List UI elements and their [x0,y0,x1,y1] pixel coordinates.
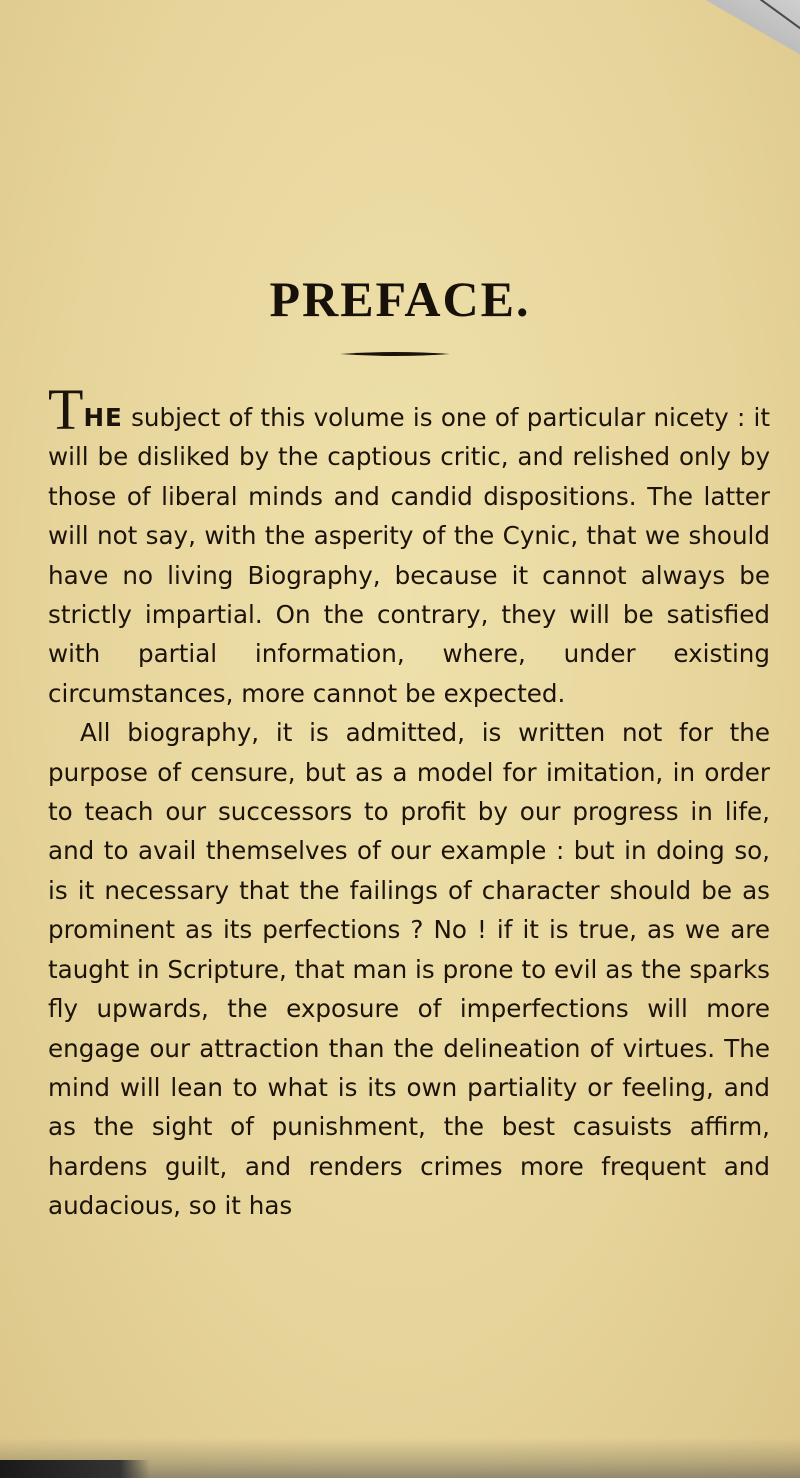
first-word-rest: HE [83,403,123,432]
paragraph-1 [48,377,770,713]
drop-cap: T [48,377,84,442]
paragraph-2: All biography, it is admitted, is written not for the purpose of censure, but as a model for imitation, in order to teach our successors to profit by our progress in life, and to avail themselves of our example : but in doing so, is it necessary that the failings of character should be as prominent as its perfections ? No ! if it is true, as we are taught in Scripture, that man is prone to evil as the sparks fly upwards, the exposure of imperfections will more engage our attraction than the delineation of virtues. The mind will lean to what is its own partiality or feeling, and as the sight of punishment, the best casuists affirm, hardens guilt, and renders crimes more frequent and audacious, so it has [48,718,770,1221]
preface-body [48,377,770,1226]
page-title: PREFACE. [269,271,531,327]
binding-shadow [0,1460,150,1478]
paragraph-1-text: subject of this volume is one of particular nicety : it will be disliked by the captious critic, and relished only by those of liberal minds and candid dispositions. The latter will not say, with the asperity of the Cynic, that we should have no living Biography, because it cannot always be strictly impartial. On the contrary, they will be satisfied with partial information, where, under existing circumstances, more cannot be expected. [48,403,770,708]
ornament-rule [340,350,450,358]
folded-corner [690,0,800,90]
